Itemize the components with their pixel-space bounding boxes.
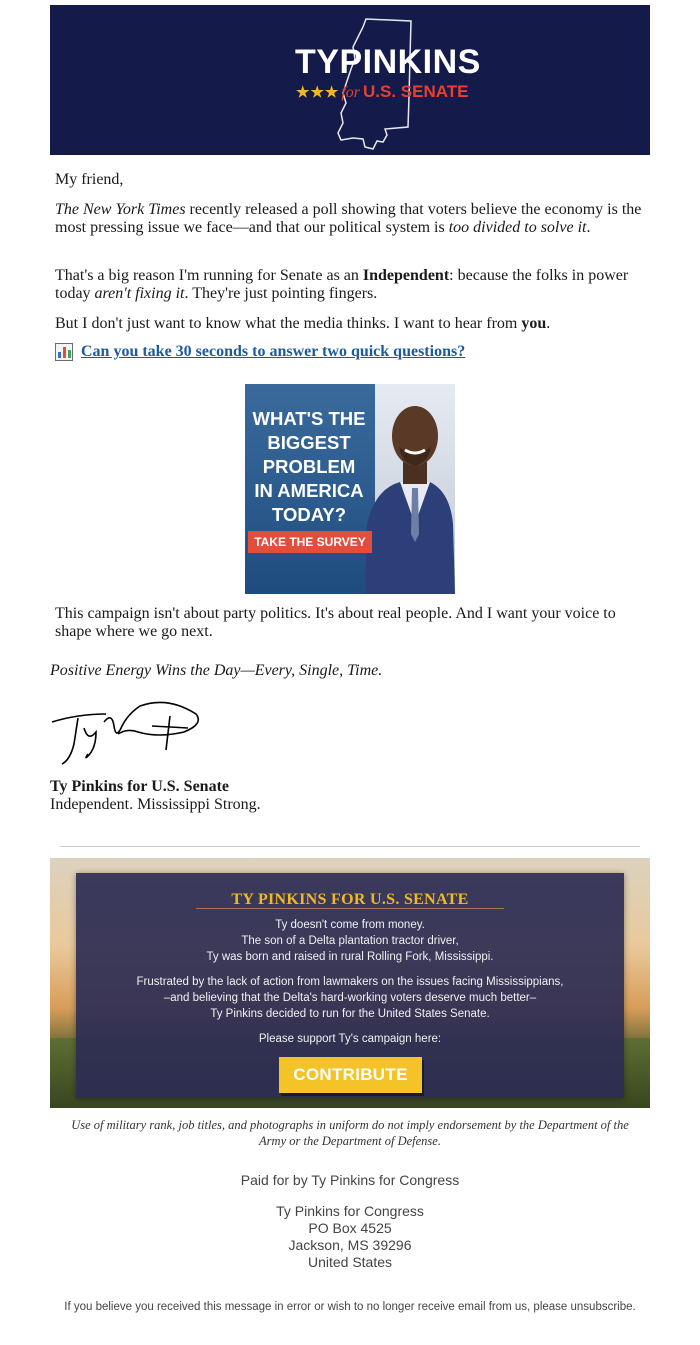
bio-line2: The son of a Delta plantation tractor driver, (241, 935, 459, 947)
unsubscribe-note[interactable]: If you believe you received this message in error or wish to no longer receive email from us, please unsubscribe. (64, 1301, 636, 1313)
greeting: My friend, (55, 171, 124, 188)
survey-image[interactable] (245, 384, 455, 594)
logo-stars-icon: ★★★ (296, 84, 340, 101)
why-text (76, 974, 624, 1022)
signature-tagline: Independent. Mississippi Strong. (50, 796, 261, 813)
paragraph-campaign: This campaign isn't about party politics. It's about real people. And I want your voice to shape where we go next. (55, 605, 616, 640)
paragraph-poll (55, 201, 645, 237)
logo-office-line (296, 83, 469, 101)
contribute-title: TY PINKINS FOR U.S. SENATE (231, 891, 469, 908)
why-line3: Ty Pinkins decided to run for the United States Senate. (210, 1008, 490, 1020)
why-line1: Frustrated by the lack of action from lawmakers on the issues facing Mississippians, (136, 976, 564, 988)
slogan: Positive Energy Wins the Day—Every, Single, Time. (50, 662, 383, 679)
paragraph-independent-start: That's a big reason I'm running for Senate as an (55, 267, 363, 284)
survey-link-text: Can you take 30 seconds to answer two quick questions? (81, 343, 466, 360)
address-org: Ty Pinkins for Congress (276, 1203, 424, 1219)
divider (60, 846, 640, 847)
paragraph-independent-end: . They're just pointing fingers. (184, 285, 378, 302)
paragraph-poll-emphasis: too divided to solve it (448, 219, 587, 236)
independent-bold: Independent (362, 267, 450, 284)
paragraph-poll-end: . (586, 219, 591, 236)
address-po-box: PO Box 4525 (308, 1220, 392, 1236)
paragraph-poll-text: recently released a poll showing that voters believe the economy is the most pressing issue we face—and that our political system is (55, 201, 642, 236)
bio-line1: Ty doesn't come from money. (275, 919, 425, 931)
military-disclaimer: Use of military rank, job titles, and photographs in uniform do not imply endorsement by the Department of the Army or the Department of Defense. (71, 1118, 629, 1148)
logo-office: U.S. SENATE (363, 82, 469, 101)
survey-image-question (245, 407, 373, 527)
logo-last-name: PINKINS (339, 43, 481, 81)
nyt-source: The New York Times (55, 201, 186, 218)
bar-chart-icon (55, 343, 73, 361)
survey-q-line2: BIGGEST (267, 432, 351, 453)
paragraph-hear-end: . (546, 315, 551, 332)
paragraph-independent-mid: : because the folks in power today (55, 267, 629, 302)
bio-line3: Ty was born and raised in rural Rolling Fork, Mississippi. (206, 951, 494, 963)
support-text: Please support Ty's campaign here: (258, 1033, 442, 1045)
contribute-panel (76, 873, 624, 1098)
signature-name: Ty Pinkins for U.S. Senate (50, 778, 229, 795)
survey-q-line4: IN AMERICA (254, 480, 364, 501)
address-city-state: Jackson, MS 39296 (288, 1237, 412, 1253)
contribute-button[interactable]: CONTRIBUTE (279, 1057, 422, 1093)
mailing-address (0, 1203, 700, 1271)
survey-link[interactable] (55, 343, 465, 361)
logo-first-name: TY (295, 43, 340, 81)
header-banner (50, 5, 650, 155)
paragraph-hear-start: But I don't just want to know what the media thinks. I want to hear from (55, 315, 522, 332)
paragraph-hear-from-you (55, 315, 645, 333)
paragraph-independent (55, 267, 645, 303)
address-country: United States (307, 1254, 393, 1270)
you-bold: you (521, 315, 547, 332)
survey-q-line3: PROBLEM (262, 456, 356, 477)
paid-for-notice: Paid for by Ty Pinkins for Congress (240, 1172, 460, 1188)
not-fixing-emphasis: aren't fixing it (94, 285, 185, 302)
logo-for: for (341, 84, 361, 101)
bio-text (76, 917, 624, 965)
take-survey-button[interactable]: TAKE THE SURVEY (248, 531, 372, 553)
survey-q-line1: WHAT'S THE (252, 408, 366, 429)
handwritten-signature (48, 692, 208, 772)
survey-q-line5: TODAY? (271, 504, 347, 525)
logo-wordmark (295, 45, 481, 79)
why-line2: –and believing that the Delta's hard-working voters deserve much better– (163, 992, 537, 1004)
contribute-banner (50, 858, 650, 1108)
